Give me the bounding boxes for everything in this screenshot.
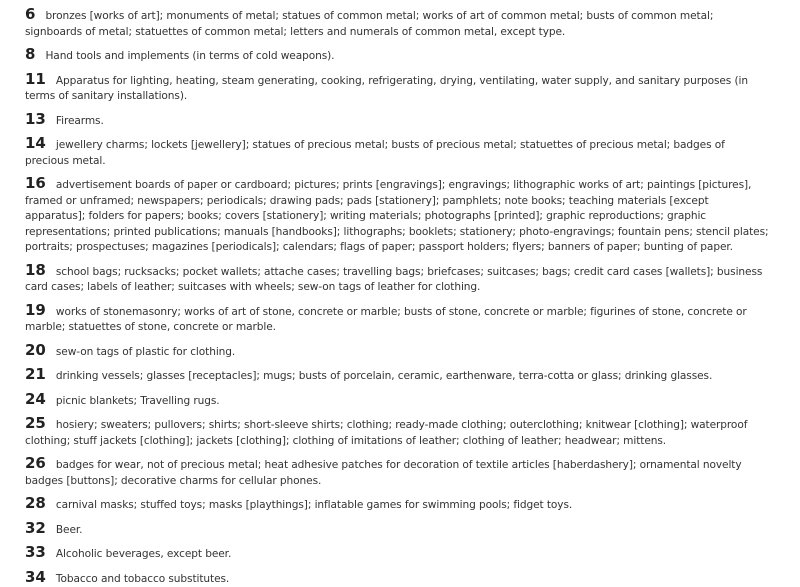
class-number: 33: [25, 543, 46, 561]
class-number: 13: [25, 110, 46, 128]
class-number: 6: [25, 5, 35, 23]
class-description: Firearms.: [56, 115, 104, 127]
class-entry-32: [25, 521, 770, 539]
class-description: sew-on tags of plastic for clothing.: [56, 346, 235, 358]
class-description: carnival masks; stuffed toys; masks [playthings]; inflatable games for swimming pools; fidget toys.: [56, 499, 572, 511]
class-number: 34: [25, 568, 46, 586]
class-number: 8: [25, 45, 35, 63]
class-number: 14: [25, 134, 46, 152]
class-description: Apparatus for lighting, heating, steam generating, cooking, refrigerating, drying, ventilating, water supply, and sanitary purposes (in terms of sanitary installations).: [25, 75, 748, 103]
class-entry-6: [25, 7, 770, 40]
class-number: 18: [25, 261, 46, 279]
class-number: 11: [25, 70, 46, 88]
class-description: bronzes [works of art]; monuments of metal; statues of common metal; works of art of common metal; busts of common metal; signboards of metal; statuettes of common metal; letters and numerals of common metal, except type.: [25, 10, 713, 38]
class-description: Alcoholic beverages, except beer.: [56, 548, 231, 560]
class-description: picnic blankets; Travelling rugs.: [56, 395, 220, 407]
class-description: Beer.: [56, 524, 83, 536]
class-entry-11: [25, 72, 770, 105]
class-number: 20: [25, 341, 46, 359]
class-number: 21: [25, 365, 46, 383]
class-description: hosiery; sweaters; pullovers; shirts; short-sleeve shirts; clothing; ready-made clothing; outerclothing; knitwear [clothing]; waterproof clothing; stuff jackets [clothing]; jackets [clothing]; clothing of imitations of leather; clothing of leather; headwear; mittens.: [25, 419, 747, 447]
class-description: jewellery charms; lockets [jewellery]; statues of precious metal; busts of precious metal; statuettes of precious metal; badges of precious metal.: [25, 139, 725, 167]
class-number: 26: [25, 454, 46, 472]
class-entry-24: [25, 392, 770, 410]
class-description: badges for wear, not of precious metal; heat adhesive patches for decoration of textile articles [haberdashery]; ornamental novelty badges [buttons]; decorative charms for cellular phones.: [25, 459, 742, 487]
class-entry-21: [25, 367, 770, 385]
class-number: 25: [25, 414, 46, 432]
class-number: 19: [25, 301, 46, 319]
class-entry-13: [25, 112, 770, 130]
class-entry-28: [25, 496, 770, 514]
class-entry-14: [25, 136, 770, 169]
class-entry-33: [25, 545, 770, 563]
class-description: works of stonemasonry; works of art of stone, concrete or marble; busts of stone, concrete or marble; figurines of stone, concrete or marble; statuettes of stone, concrete or marble.: [25, 306, 747, 334]
class-number: 16: [25, 174, 46, 192]
class-entry-26: [25, 456, 770, 489]
class-entry-8: [25, 47, 770, 65]
class-description: Hand tools and implements (in terms of cold weapons).: [45, 50, 334, 62]
class-entry-18: [25, 263, 770, 296]
class-entry-16: [25, 176, 770, 256]
class-description: drinking vessels; glasses [receptacles]; mugs; busts of porcelain, ceramic, earthenware, terra-cotta or glass; drinking glasses.: [56, 370, 712, 382]
class-description: advertisement boards of paper or cardboard; pictures; prints [engravings]; engravings; lithographic works of art; paintings [pictures], framed or unframed; newspapers; periodicals; drawing pads; pads [stationery]; pamphlets; note books; teaching materials [except apparatus]; folders for papers; books; covers [stationery]; writing materials; photographs [printed]; graphic reproductions; graphic representations; printed publications; manuals [handbooks]; lithographs; booklets; stationery; photo-engravings; fountain pens; stencil plates; portraits; prospectuses; magazines [periodicals]; calendars; flags of paper; passport holders; flyers; banners of paper; bunting of paper.: [25, 179, 768, 253]
class-entry-19: [25, 303, 770, 336]
class-description: school bags; rucksacks; pocket wallets; attache cases; travelling bags; briefcases; suitcases; bags; credit card cases [wallets]; business card cases; labels of leather; suitcases with wheels; sew-on tags of leather for clothing.: [25, 266, 762, 294]
class-number: 32: [25, 519, 46, 537]
class-number: 28: [25, 494, 46, 512]
class-entry-25: [25, 416, 770, 449]
class-entry-34: [25, 570, 770, 587]
class-number: 24: [25, 390, 46, 408]
class-entry-20: [25, 343, 770, 361]
class-description: Tobacco and tobacco substitutes.: [56, 573, 229, 585]
